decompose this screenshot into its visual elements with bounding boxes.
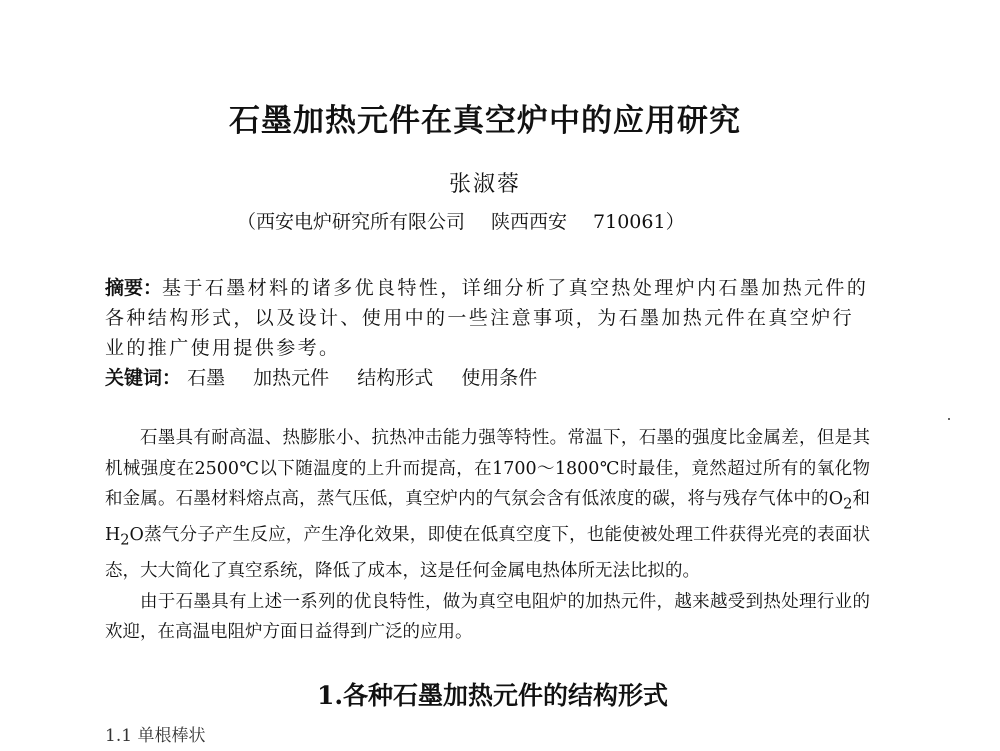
keyword: 加热元件: [253, 367, 330, 389]
keywords-label: 关键词：: [105, 367, 182, 389]
affiliation-organization: 西安电炉研究所有限公司: [256, 211, 466, 233]
paragraph1-part2: 和H: [105, 489, 870, 545]
keyword: 石墨: [187, 367, 226, 389]
affiliation-open-paren: （: [237, 211, 257, 233]
affiliation-close-paren: ）: [665, 211, 685, 233]
keyword: 使用条件: [461, 367, 538, 389]
author-name: 张淑蓉: [448, 172, 521, 197]
subsection-heading-cut: 1.1 单根棒状: [105, 726, 206, 746]
subscript: 2: [843, 495, 853, 513]
keywords: [105, 363, 875, 393]
paper-title: 石墨加热元件在真空炉中的应用研究: [229, 103, 741, 139]
body-text: [105, 423, 870, 648]
keyword: 结构形式: [357, 367, 434, 389]
body-paragraph: [105, 423, 870, 587]
section-heading: 1.各种石墨加热元件的结构形式: [316, 681, 669, 710]
affiliation-location: 陕西西安: [491, 211, 568, 233]
subscript: 2: [120, 531, 130, 549]
abstract-label: 摘要：: [105, 277, 163, 299]
abstract: [105, 273, 870, 363]
scan-speck: [948, 418, 950, 420]
body-paragraph: 由于石墨具有上述一系列的优良特性，做为真空电阻炉的加热元件，越来越受到热处理行业的欢迎，在高温电阻炉方面日益得到广泛的应用。: [105, 591, 870, 642]
affiliation: [237, 207, 685, 234]
abstract-text: 基于石墨材料的诸多优良特性，详细分析了真空热处理炉内石墨加热元件的各种结构形式，以及设计、使用中的一些注意事项，为石墨加热元件在真空炉行业的推广使用提供参考。: [105, 277, 869, 359]
affiliation-postcode: 710061: [593, 211, 666, 233]
paragraph1-part1: 石墨具有耐高温、热膨胀小、抗热冲击能力强等特性。常温下，石墨的强度比金属差，但是其机械强度在2500℃以下随温度的上升而提高，在1700～1800℃时最佳，竟然超过所有的氧化物和金属。石墨材料熔点高，蒸气压低，真空炉内的气氛会含有低浓度的碳，将与残存气体中的O: [105, 428, 870, 509]
paragraph1-part3: O蒸气分子产生反应，产生净化效果，即使在低真空度下，也能使被处理工件获得光亮的表面状态，大大简化了真空系统，降低了成本，这是任何金属电热体所无法比拟的。: [105, 525, 870, 581]
